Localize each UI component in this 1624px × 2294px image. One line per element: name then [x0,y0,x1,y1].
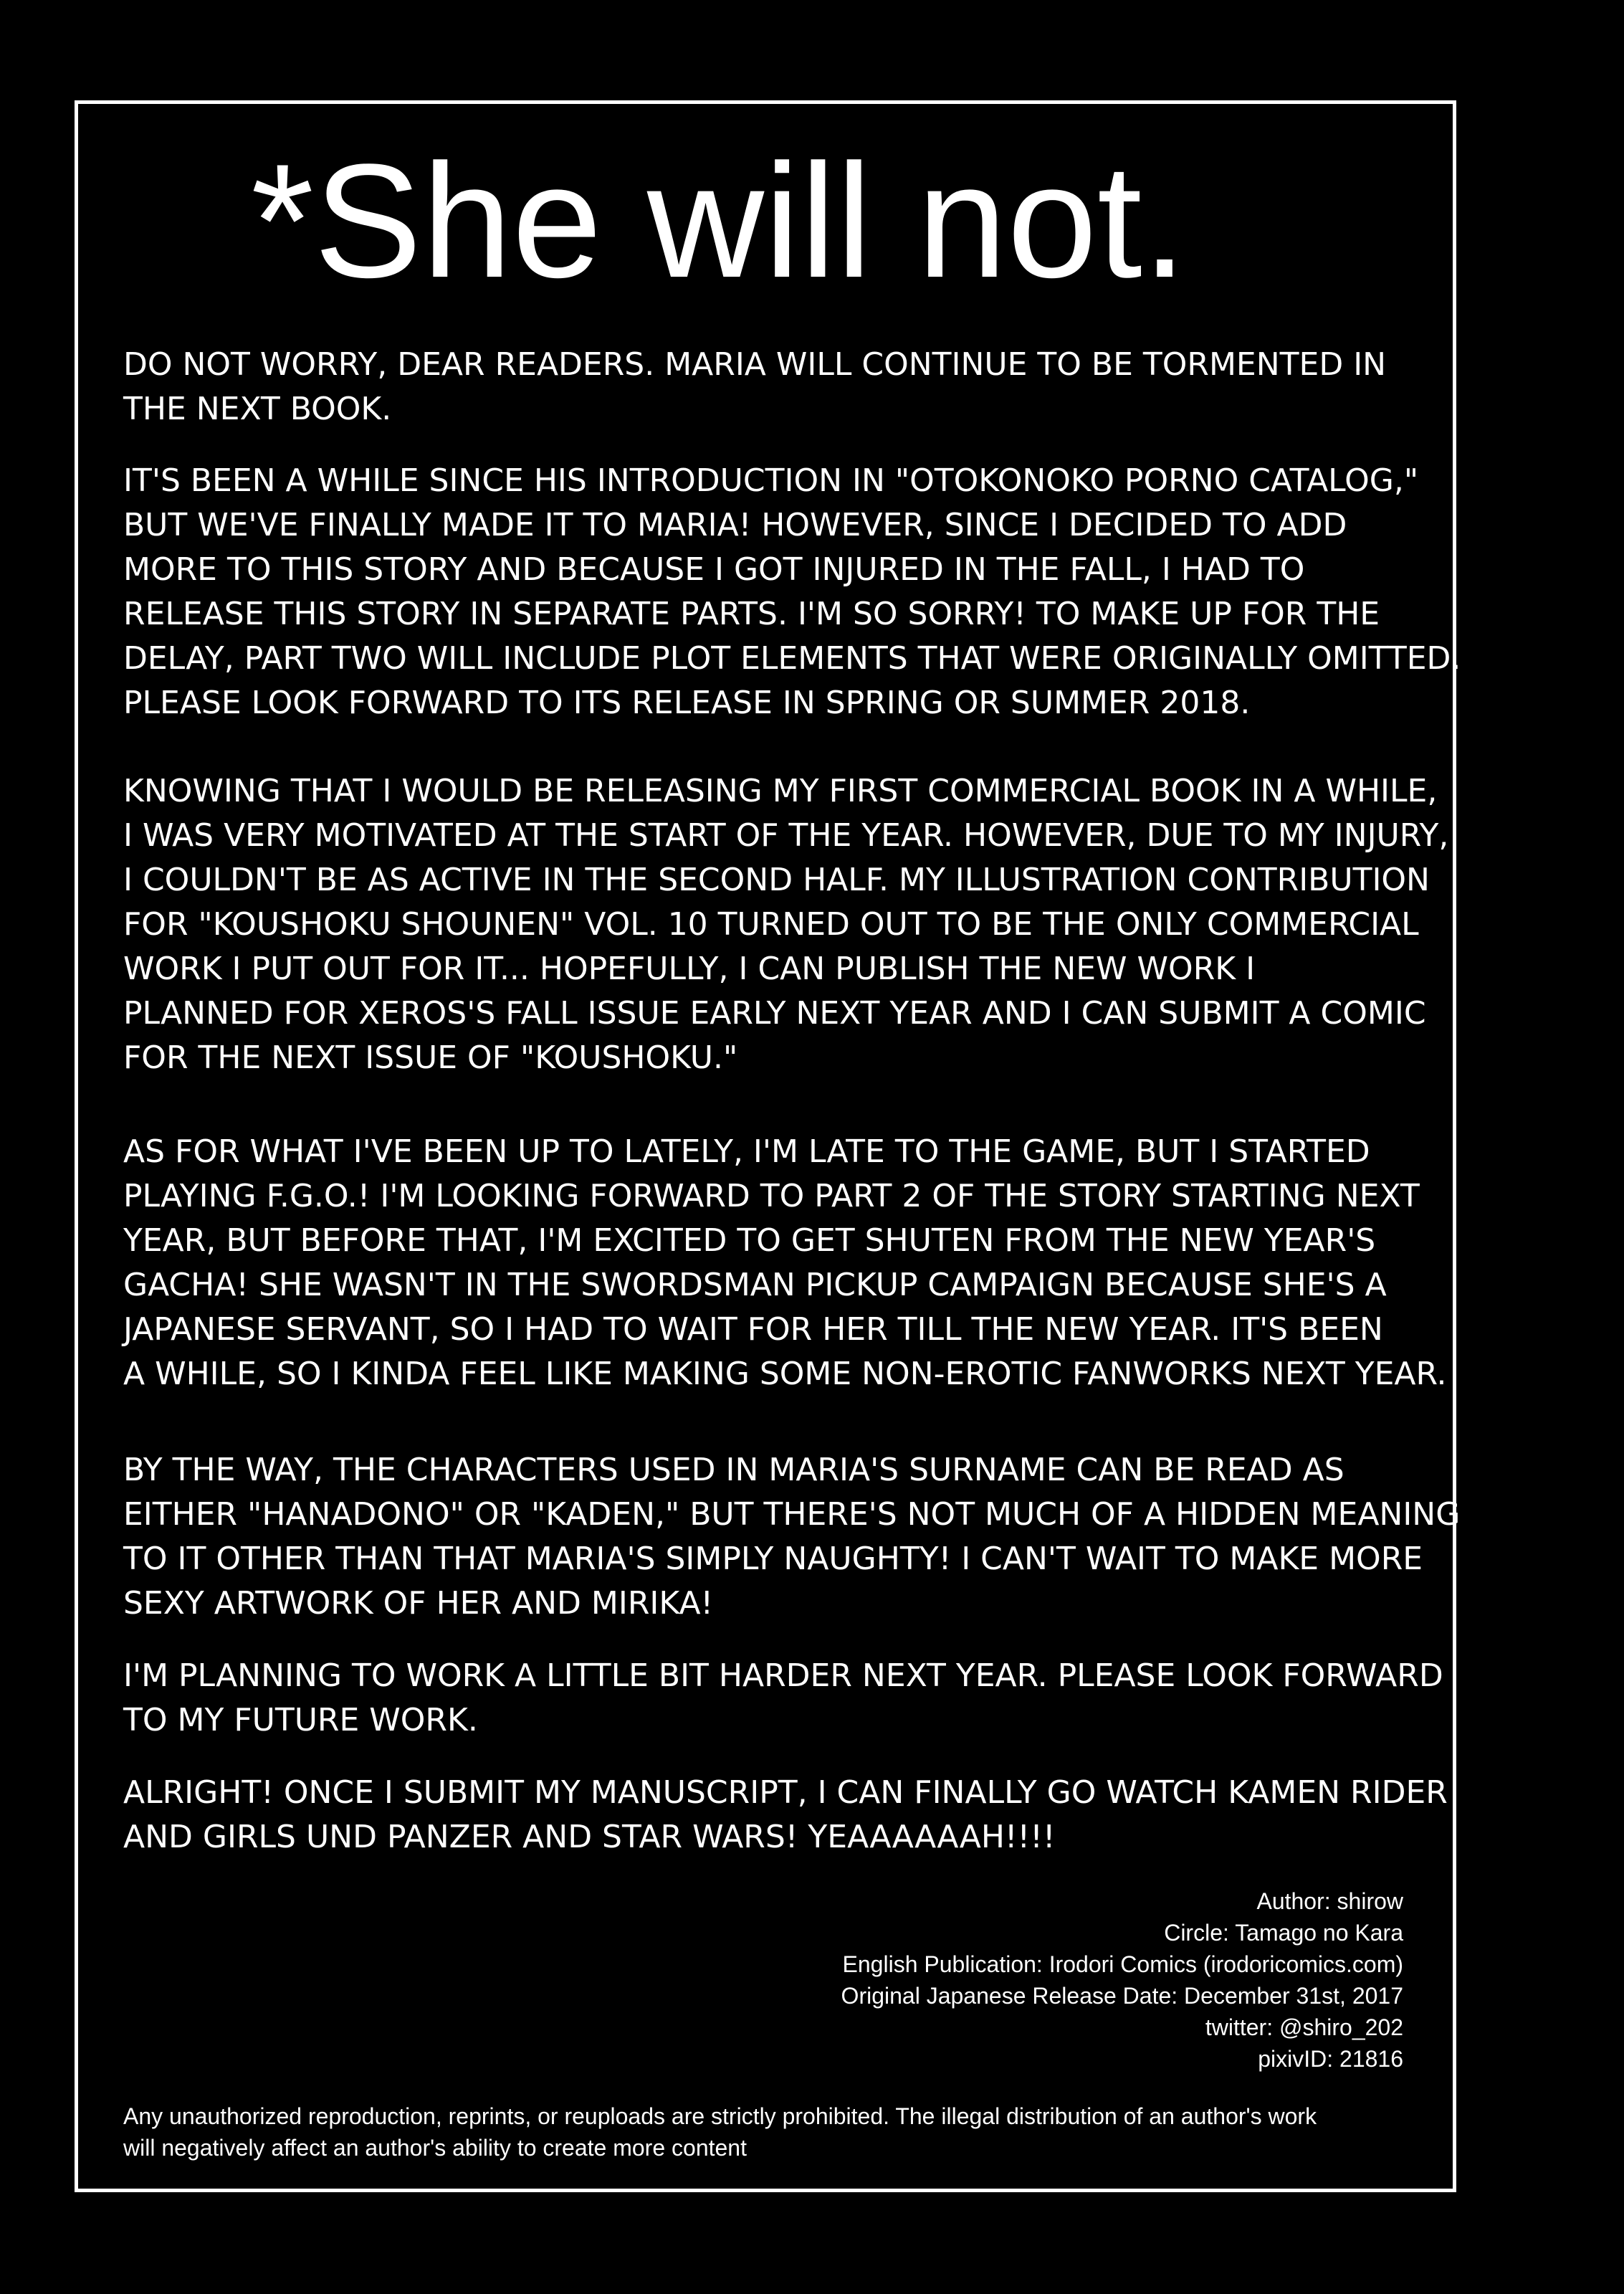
paragraph-line: I WAS VERY MOTIVATED AT THE START OF THE YEAR. HOWEVER, DUE TO MY INJURY, [123,817,1449,854]
credit-pixiv-id: pixivID: 21816 [1258,2046,1403,2072]
paragraph-5 [123,1448,1461,1626]
paragraph-1 [123,343,1435,432]
paragraph-line: AND GIRLS UND PANZER AND STAR WARS! YEAAAAAAH!!!! [123,1819,1056,1855]
paragraph-line: I COULDN'T BE AS ACTIVE IN THE SECOND HALF. MY ILLUSTRATION CONTRIBUTION [123,862,1430,898]
paragraph-line: AS FOR WHAT I'VE BEEN UP TO LATELY, I'M LATE TO THE GAME, BUT I STARTED [123,1133,1370,1170]
paragraph-line: GACHA! SHE WASN'T IN THE SWORDSMAN PICKUP CAMPAIGN BECAUSE SHE'S A [123,1267,1387,1303]
paragraph-line: FOR "KOUSHOKU SHOUNEN" VOL. 10 TURNED OUT TO BE THE ONLY COMMERCIAL [123,906,1419,943]
page-heading: *She will not. [251,130,1188,311]
paragraph-line: PLEASE LOOK FORWARD TO ITS RELEASE IN SPRING OR SUMMER 2018. [123,685,1251,721]
paragraph-line: DO NOT WORRY, DEAR READERS. MARIA WILL CONTINUE TO BE TORMENTED IN [123,346,1387,383]
notice-line: will negatively affect an author's ability to create more content [123,2135,747,2161]
paragraph-line: DELAY, PART TWO WILL INCLUDE PLOT ELEMENTS THAT WERE ORIGINALLY OMITTED. [123,640,1461,677]
paragraph-2 [123,459,1461,725]
paragraph-3 [123,769,1449,1080]
paragraph-line: TO IT OTHER THAN THAT MARIA'S SIMPLY NAUGHTY! I CAN'T WAIT TO MAKE MORE [123,1541,1423,1577]
paragraph-line: FOR THE NEXT ISSUE OF "KOUSHOKU." [123,1039,738,1076]
credit-english-publication: English Publication: Irodori Comics (irodoricomics.com) [842,1951,1403,1977]
paragraph-line: PLAYING F.G.O.! I'M LOOKING FORWARD TO PART 2 OF THE STORY STARTING NEXT [123,1178,1420,1214]
paragraph-line: JAPANESE SERVANT, SO I HAD TO WAIT FOR HER TILL THE NEW YEAR. IT'S BEEN [123,1311,1383,1348]
credit-author: Author: shirow [1256,1888,1403,1914]
paragraph-line: MORE TO THIS STORY AND BECAUSE I GOT INJURED IN THE FALL, I HAD TO [123,551,1305,588]
credit-circle: Circle: Tamago no Kara [1164,1920,1403,1946]
credit-twitter: twitter: @shiro_202 [1205,2014,1403,2040]
credit-release-date: Original Japanese Release Date: December 31st, 2017 [841,1983,1403,2009]
paragraph-line: THE NEXT BOOK. [123,391,392,427]
paragraph-4 [123,1130,1447,1396]
paragraph-line: I'M PLANNING TO WORK A LITTLE BIT HARDER NEXT YEAR. PLEASE LOOK FORWARD [123,1657,1443,1694]
paragraph-line: EITHER "HANADONO" OR "KADEN," BUT THERE'S NOT MUCH OF A HIDDEN MEANING [123,1496,1461,1533]
paragraph-line: IT'S BEEN A WHILE SINCE HIS INTRODUCTION IN "OTOKONOKO PORNO CATALOG," [123,462,1419,499]
paragraph-line: TO MY FUTURE WORK. [123,1702,478,1738]
credits-block [841,1885,1403,2075]
paragraph-line: KNOWING THAT I WOULD BE RELEASING MY FIRST COMMERCIAL BOOK IN A WHILE, [123,773,1438,809]
paragraph-line: BUT WE'VE FINALLY MADE IT TO MARIA! HOWEVER, SINCE I DECIDED TO ADD [123,507,1347,543]
paragraph-line: ALRIGHT! ONCE I SUBMIT MY MANUSCRIPT, I CAN FINALLY GO WATCH KAMEN RIDER [123,1774,1448,1811]
notice-line: Any unauthorized reproduction, reprints, or reuploads are strictly prohibited. The illegal distribution of an author's work [123,2103,1317,2129]
paragraph-line: BY THE WAY, THE CHARACTERS USED IN MARIA'S SURNAME CAN BE READ AS [123,1452,1344,1488]
paragraph-line: YEAR, BUT BEFORE THAT, I'M EXCITED TO GET SHUTEN FROM THE NEW YEAR'S [123,1222,1376,1259]
paragraph-7 [123,1771,1448,1860]
paragraph-line: A WHILE, SO I KINDA FEEL LIKE MAKING SOME NON-EROTIC FANWORKS NEXT YEAR. [123,1356,1447,1392]
paragraph-line: RELEASE THIS STORY IN SEPARATE PARTS. I'M SO SORRY! TO MAKE UP FOR THE [123,596,1380,632]
paragraph-line: SEXY ARTWORK OF HER AND MIRIKA! [123,1585,714,1622]
copyright-notice [123,2100,1413,2164]
paragraph-line: PLANNED FOR XEROS'S FALL ISSUE EARLY NEXT YEAR AND I CAN SUBMIT A COMIC [123,995,1426,1032]
paragraph-line: WORK I PUT OUT FOR IT... HOPEFULLY, I CAN PUBLISH THE NEW WORK I [123,951,1256,987]
paragraph-6 [123,1654,1443,1743]
